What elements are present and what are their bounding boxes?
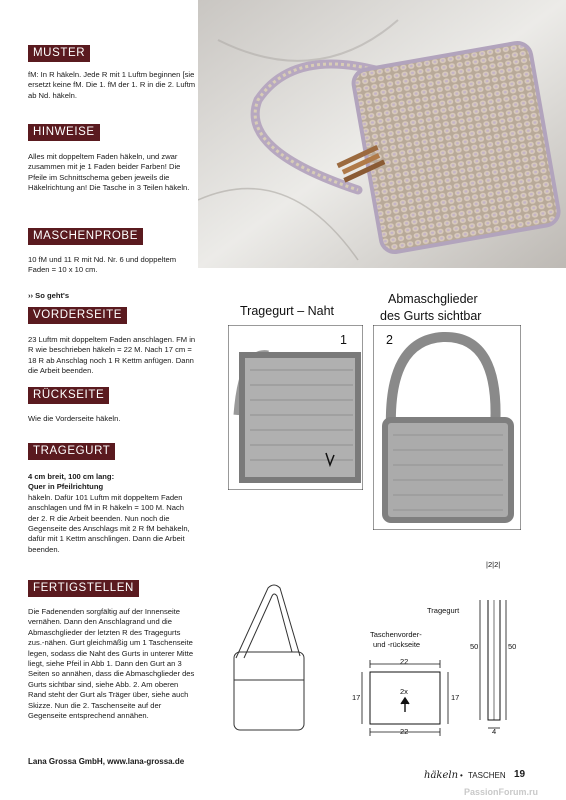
muster-text: fM: In R häkeln. Jede R mit 1 Luftm beginnen [sie ersetzt keine fM. Die 1. fM der 1. R in die 2. Luftm ab Nd. häkeln. bbox=[28, 70, 196, 100]
schema-strap-width-top: |2|2| bbox=[486, 560, 501, 569]
tragegurt-size: 4 cm breit, 100 cm lang: bbox=[28, 472, 115, 481]
schema-label-panel-line2: und -rückseite bbox=[373, 640, 421, 649]
schema-height-left: 17 bbox=[352, 693, 361, 702]
figure-2-title-line2: des Gurts sichtbar bbox=[380, 309, 482, 323]
figure-2-number: 2 bbox=[386, 333, 393, 347]
pattern-schema bbox=[340, 600, 510, 740]
bag-photo bbox=[198, 0, 566, 268]
bag-photo-image bbox=[198, 0, 566, 268]
schema-strap-width-bottom: 4 bbox=[492, 727, 497, 736]
section-header-rueckseite: RÜCKSEITE bbox=[28, 387, 109, 404]
vorderseite-text: 23 Luftm mit doppeltem Faden anschlagen. FM in R wie beschrieben häkeln = 22 M. Nach 17 cm = 18 R ab Anschlag noch 1 R Kettm anfügen. Dann die Arbeit beenden. bbox=[28, 335, 196, 376]
figure-1-image bbox=[228, 325, 363, 490]
tragegurt-text: häkeln. Dafür 101 Luftm mit doppeltem Faden anschlagen und fM in R häkeln = 100 M. Nach der 2. R die Arbeit beenden. Nun noch die Gegenseite des Anschlags mit 2 R fM behäkeln, dafür mit 1 Kettm anschlingen. Dann die Arbeit beenden. bbox=[28, 492, 190, 554]
footer-bullet: • bbox=[460, 771, 463, 780]
schema-count: 2x bbox=[400, 687, 408, 696]
schema-width-bottom: 22 bbox=[400, 727, 409, 736]
rueckseite-text: Wie die Vorderseite häkeln. bbox=[28, 414, 121, 423]
section-header-muster: MUSTER bbox=[28, 45, 90, 62]
figure-1-title: Tragegurt – Naht bbox=[240, 304, 335, 318]
footer-brand: häkeln bbox=[424, 770, 459, 781]
section-header-maschenprobe: MASCHENPROBE bbox=[28, 228, 143, 245]
schema-width-top: 22 bbox=[400, 657, 409, 666]
section-header-hinweise: HINWEISE bbox=[28, 124, 100, 141]
maschenprobe-text: 10 fM und 11 R mit Nd. Nr. 6 und doppeltem Faden = 10 x 10 cm. bbox=[28, 255, 177, 275]
bag-sketch bbox=[228, 580, 328, 735]
schema-label-tragegurt: Tragegurt bbox=[427, 606, 460, 615]
section-header-tragegurt: TRAGEGURT bbox=[28, 443, 115, 460]
figure-2-title-line1: Abmaschglieder bbox=[388, 292, 478, 306]
tragegurt-text-block bbox=[28, 472, 196, 555]
section-header-vorderseite: VORDERSEITE bbox=[28, 307, 127, 324]
footer-section: TASCHEN bbox=[468, 771, 506, 780]
so-gehts: ›› So geht's bbox=[28, 291, 70, 300]
watermark: PassionForum.ru bbox=[464, 787, 539, 797]
figure-1-number: 1 bbox=[340, 333, 347, 347]
footer-credit: Lana Grossa GmbH, www.lana-grossa.de bbox=[28, 757, 185, 766]
schema-strap-length-right: 50 bbox=[508, 642, 517, 651]
schema-strap-length-left: 50 bbox=[470, 642, 479, 651]
hinweise-text: Alles mit doppeltem Faden häkeln, und zwar zusammen mit je 1 Faden beider Farben! Die Pfeile im Schnittschema geben jeweils die Häkelrichtung an! Die Tasche in 3 Teilen häkeln. bbox=[28, 152, 190, 193]
schema-height-right: 17 bbox=[451, 693, 460, 702]
figure-2-image bbox=[373, 325, 521, 530]
schema-label-panel-line1: Taschenvorder- bbox=[370, 630, 422, 639]
tragegurt-direction: Quer in Pfeilrichtung bbox=[28, 482, 104, 492]
fertigstellen-text: Die Fadenenden sorgfältig auf der Innenseite vernähen. Dann den Anschlagrand und die Abmaschglieder der letzten R des Tragegurts zus.-nähen. Gurt gleichmäßig um 1 Taschenseite legen, sodass die Naht des Gurts in unterer Mitte liegt, siehe Pfeil in Abb 1. Dann den Gurt an 3 Seiten so annähen, dass die Abmaschglieder des Gurts sichtbar sind, siehe Abb. 2. Am oberen Rand steht der Gurt als Träger über, siehe auch Skizze. Nun die 2. Taschenseite auf der Gegenseite entsprechend annähen. bbox=[28, 607, 195, 721]
page-number: 19 bbox=[514, 769, 526, 780]
section-header-fertigstellen: FERTIGSTELLEN bbox=[28, 580, 139, 597]
